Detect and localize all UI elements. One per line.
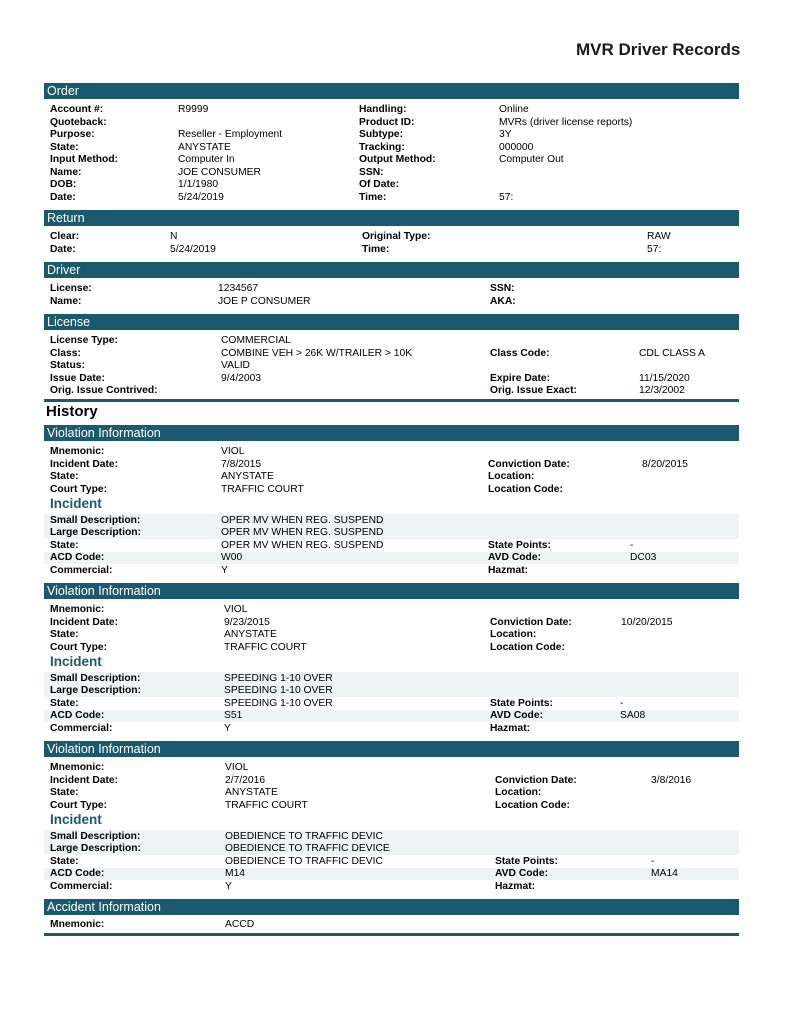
field-value: 000000 bbox=[499, 141, 534, 153]
field-label: Large Description: bbox=[50, 843, 141, 854]
field-label: AVD Code: bbox=[490, 710, 544, 721]
field-label: Orig. Issue Exact: bbox=[490, 385, 577, 396]
field-label: AVD Code: bbox=[495, 868, 549, 879]
field-value: OPER MV WHEN REG. SUSPEND bbox=[221, 527, 384, 538]
field-value: VIOL bbox=[225, 762, 249, 773]
field-value: 57: bbox=[647, 243, 662, 255]
field-value: MVRs (driver license reports) bbox=[499, 116, 633, 128]
incident-shade bbox=[44, 672, 739, 697]
field-label: State: bbox=[50, 141, 79, 153]
field-label: Subtype: bbox=[359, 129, 404, 140]
field-label: Commercial: bbox=[50, 880, 113, 892]
field-value: COMMERCIAL bbox=[221, 335, 291, 346]
field-label: Location: bbox=[488, 471, 535, 482]
field-value: S51 bbox=[224, 710, 243, 721]
field-label: Mnemonic: bbox=[50, 919, 105, 930]
field-label: License: bbox=[50, 283, 92, 294]
field-value: OPER MV WHEN REG. SUSPEND bbox=[221, 514, 384, 526]
field-label: Expire Date: bbox=[490, 372, 551, 384]
field-label: Class Code: bbox=[490, 347, 550, 359]
field-value: Computer In bbox=[178, 154, 235, 165]
field-value: - bbox=[651, 855, 655, 867]
field-label: Account #: bbox=[50, 104, 104, 115]
incident-heading: Incident bbox=[50, 496, 102, 511]
field-value: - bbox=[630, 539, 634, 551]
field-label: Large Description: bbox=[50, 685, 141, 696]
field-label: Issue Date: bbox=[50, 372, 105, 384]
field-label: Court Type: bbox=[50, 641, 108, 653]
field-value: JOE P CONSUMER bbox=[218, 295, 311, 307]
section-divider bbox=[44, 399, 739, 402]
field-label: Input Method: bbox=[50, 154, 119, 165]
history-heading: History bbox=[46, 403, 98, 420]
incident-heading: Incident bbox=[50, 654, 102, 669]
field-value: Y bbox=[225, 880, 232, 892]
field-value: ANYSTATE bbox=[225, 787, 278, 798]
field-label: State: bbox=[50, 471, 79, 482]
field-value: 1/1/1980 bbox=[178, 179, 219, 190]
section-header-order: Order bbox=[44, 83, 739, 99]
field-value: 3Y bbox=[499, 129, 512, 140]
field-value: SPEEDING 1-10 OVER bbox=[224, 697, 333, 709]
field-label: Date: bbox=[50, 191, 76, 203]
field-label: Incident Date: bbox=[50, 616, 119, 628]
field-label: ACD Code: bbox=[50, 552, 105, 563]
field-value: 7/8/2015 bbox=[221, 458, 262, 470]
field-label: AKA: bbox=[490, 295, 516, 307]
field-value: CDL CLASS A bbox=[639, 347, 706, 359]
field-label: Commercial: bbox=[50, 722, 113, 734]
field-label: License Type: bbox=[50, 335, 118, 346]
field-value: 9/4/2003 bbox=[221, 372, 262, 384]
field-value: SPEEDING 1-10 OVER bbox=[224, 672, 333, 684]
field-label: Incident Date: bbox=[50, 774, 119, 786]
field-label: Tracking: bbox=[359, 141, 405, 153]
field-label: Location Code: bbox=[495, 799, 570, 811]
field-value: OPER MV WHEN REG. SUSPEND bbox=[221, 539, 384, 551]
field-value: Computer Out bbox=[499, 154, 564, 165]
field-value: Online bbox=[499, 104, 529, 115]
field-label: Output Method: bbox=[359, 154, 436, 165]
section-header-violation: Violation Information bbox=[44, 583, 739, 599]
field-label: SSN: bbox=[359, 166, 384, 178]
field-value: 12/3/2002 bbox=[639, 385, 685, 396]
field-value: VIOL bbox=[221, 446, 245, 457]
field-value: Y bbox=[224, 722, 231, 734]
field-label: Of Date: bbox=[359, 179, 400, 190]
field-label: Handling: bbox=[359, 104, 407, 115]
field-label: Name: bbox=[50, 166, 82, 178]
field-value: MA14 bbox=[651, 868, 678, 879]
field-label: Hazmat: bbox=[490, 722, 531, 734]
field-label: Small Description: bbox=[50, 830, 141, 842]
field-value: VALID bbox=[221, 360, 250, 371]
field-label: Status: bbox=[50, 360, 85, 371]
field-label: ACD Code: bbox=[50, 868, 105, 879]
field-value: SA08 bbox=[620, 710, 646, 721]
field-label: Conviction Date: bbox=[495, 774, 577, 786]
field-label: Location: bbox=[495, 787, 542, 798]
field-label: Hazmat: bbox=[495, 880, 536, 892]
field-value: Y bbox=[221, 564, 228, 576]
section-header-accident: Accident Information bbox=[44, 899, 739, 915]
field-label: Location: bbox=[490, 629, 537, 640]
field-label: Product ID: bbox=[359, 116, 415, 128]
field-value: 1234567 bbox=[218, 283, 259, 294]
field-value: OBEDIENCE TO TRAFFIC DEVICE bbox=[225, 843, 390, 854]
field-label: State: bbox=[50, 629, 79, 640]
field-value: ANYSTATE bbox=[178, 141, 231, 153]
field-value: DC03 bbox=[630, 552, 657, 563]
field-value: ACCD bbox=[225, 919, 255, 930]
field-value: COMBINE VEH > 26K W/TRAILER > 10K bbox=[221, 347, 413, 359]
field-label: State: bbox=[50, 787, 79, 798]
field-value: 3/8/2016 bbox=[651, 774, 692, 786]
field-label: State Points: bbox=[488, 539, 551, 551]
field-value: Reseller - Employment bbox=[178, 129, 283, 140]
field-value: 57: bbox=[499, 191, 514, 203]
field-label: Mnemonic: bbox=[50, 446, 105, 457]
field-label: Location Code: bbox=[488, 483, 563, 495]
field-label: Class: bbox=[50, 347, 81, 359]
field-label: Hazmat: bbox=[488, 564, 529, 576]
incident-heading: Incident bbox=[50, 812, 102, 827]
field-value: 5/24/2019 bbox=[178, 191, 224, 203]
field-label: Conviction Date: bbox=[490, 616, 572, 628]
section-header-driver: Driver bbox=[44, 262, 739, 278]
field-value: - bbox=[620, 697, 624, 709]
incident-shade bbox=[44, 868, 739, 881]
field-value: R9999 bbox=[178, 104, 209, 115]
field-value: ANYSTATE bbox=[224, 629, 277, 640]
field-value: OBEDIENCE TO TRAFFIC DEVIC bbox=[225, 855, 383, 867]
field-label: Mnemonic: bbox=[50, 762, 105, 773]
field-label: Purpose: bbox=[50, 129, 95, 140]
field-value: JOE CONSUMER bbox=[178, 166, 261, 178]
field-value: M14 bbox=[225, 868, 246, 879]
section-header-violation: Violation Information bbox=[44, 741, 739, 757]
field-value: VIOL bbox=[224, 604, 248, 615]
field-label: Court Type: bbox=[50, 483, 108, 495]
field-label: State: bbox=[50, 539, 79, 551]
field-value: SPEEDING 1-10 OVER bbox=[224, 685, 333, 696]
section-header-license: License bbox=[44, 314, 739, 330]
field-value: 2/7/2016 bbox=[225, 774, 266, 786]
field-label: Commercial: bbox=[50, 564, 113, 576]
field-label: DOB: bbox=[50, 179, 77, 190]
field-value: N bbox=[170, 231, 178, 242]
section-divider bbox=[44, 933, 739, 936]
field-label: AVD Code: bbox=[488, 552, 542, 563]
field-label: Small Description: bbox=[50, 672, 141, 684]
field-value: ANYSTATE bbox=[221, 471, 274, 482]
field-value: 9/23/2015 bbox=[224, 616, 270, 628]
section-header-return: Return bbox=[44, 210, 739, 226]
field-value: TRAFFIC COURT bbox=[221, 483, 304, 495]
field-label: Clear: bbox=[50, 231, 80, 242]
field-value: 5/24/2019 bbox=[170, 243, 216, 255]
field-value: W00 bbox=[221, 552, 243, 563]
field-label: Date: bbox=[50, 243, 76, 255]
field-label: Original Type: bbox=[362, 231, 431, 242]
field-value: RAW bbox=[647, 231, 671, 242]
field-label: Quoteback: bbox=[50, 116, 107, 128]
field-label: Incident Date: bbox=[50, 458, 119, 470]
field-label: Mnemonic: bbox=[50, 604, 105, 615]
field-label: Conviction Date: bbox=[488, 458, 570, 470]
field-label: Name: bbox=[50, 295, 82, 307]
field-value: OBEDIENCE TO TRAFFIC DEVIC bbox=[225, 830, 383, 842]
field-value: 10/20/2015 bbox=[621, 616, 673, 628]
field-label: Court Type: bbox=[50, 799, 108, 811]
field-label: Location Code: bbox=[490, 641, 565, 653]
field-value: TRAFFIC COURT bbox=[224, 641, 307, 653]
field-label: State Points: bbox=[490, 697, 553, 709]
field-value: TRAFFIC COURT bbox=[225, 799, 308, 811]
field-label: Time: bbox=[362, 243, 390, 255]
field-label: Large Description: bbox=[50, 527, 141, 538]
field-label: State: bbox=[50, 697, 79, 709]
section-header-violation: Violation Information bbox=[44, 425, 739, 441]
field-value: 11/15/2020 bbox=[639, 372, 690, 384]
field-label: State Points: bbox=[495, 855, 558, 867]
field-label: Orig. Issue Contrived: bbox=[50, 385, 158, 396]
incident-shade bbox=[44, 830, 739, 855]
field-label: Time: bbox=[359, 191, 387, 203]
field-label: ACD Code: bbox=[50, 710, 105, 721]
field-value: 8/20/2015 bbox=[642, 458, 688, 470]
page-title: MVR Driver Records bbox=[576, 40, 741, 59]
incident-shade bbox=[44, 514, 739, 539]
field-label: State: bbox=[50, 855, 79, 867]
field-label: Small Description: bbox=[50, 514, 141, 526]
field-label: SSN: bbox=[490, 283, 515, 294]
